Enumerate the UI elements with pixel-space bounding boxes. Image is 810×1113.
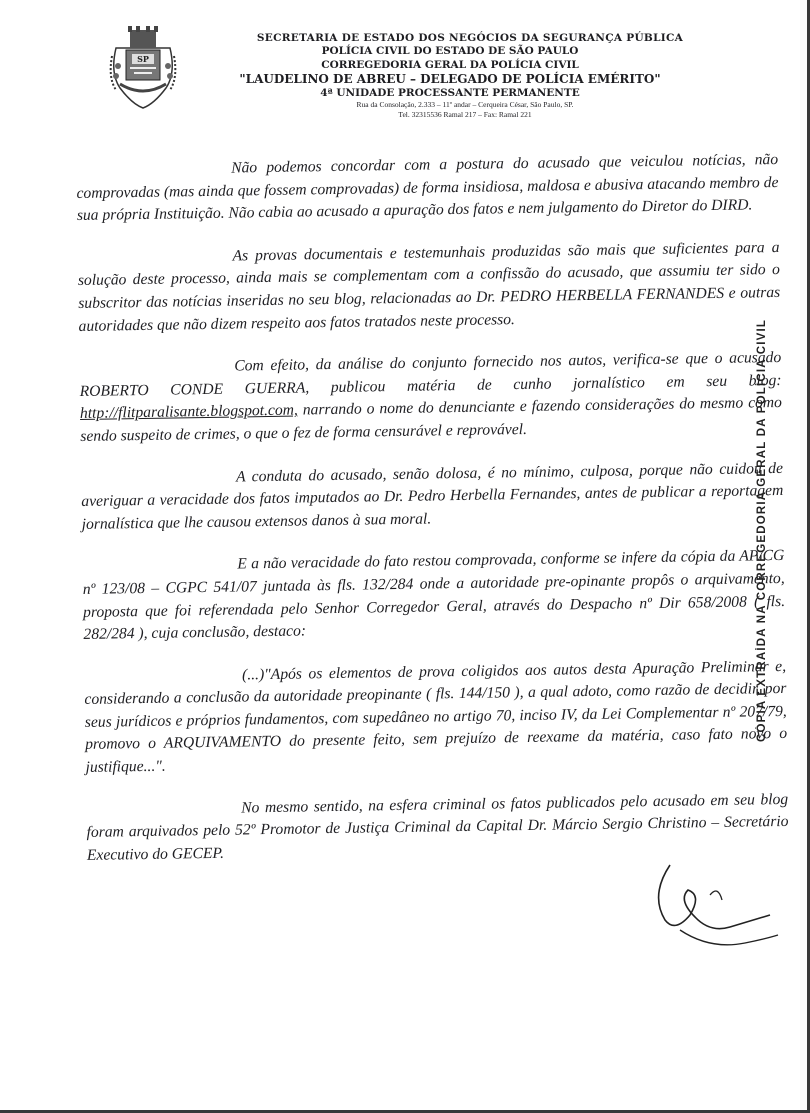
handwritten-signature <box>640 855 780 955</box>
header-corregedoria: CORREGEDORIA GERAL DA POLÍCIA CIVIL <box>321 59 579 71</box>
paragraph-3-text-a: Com efeito, da análise do conjunto fornecido nos autos, verifica-se que o acusado ROBERTO CONDE GUERRA, publicou matéria de cunho jornalístico em seu blog: <box>79 349 782 400</box>
paragraph-1: Não podemos concordar com a postura do acusado que veiculou notícias, não comprovadas (mas ainda que fossem comprovadas) de forma insidiosa, maldosa e abusiva atacando membro de sua própria Instituição. Não cabia ao acusado a apuração dos fatos e nem julgamento do Diretor do DIRD. <box>76 150 779 225</box>
quoted-decision: (...)"Após os elementos de prova coligidos aos autos desta Apuração Preliminar e, considerando a conclusão da autoridade preopinante ( fls. 144/150 ), a qual adoto, como razão de decidir, por seus jurídicos e próprios fundamentos, com supedâneo no artigo 70, inciso IV, da Lei Complementar nº 207/79, promovo o ARQUIVAMENTO do presente feito, sem prejuízo de reexame da matéria, caso fato novo o justifique...". <box>84 657 788 776</box>
header-policia-civil: POLÍCIA CIVIL DO ESTADO DE SÃO PAULO <box>321 45 579 57</box>
header-secretaria: SECRETARIA DE ESTADO DOS NEGÓCIOS DA SEGURANÇA PÚBLICA <box>256 32 684 44</box>
header-address: Rua da Consolação, 2.333 – 11º andar – Cerqueira César, São Paulo, SP. <box>356 100 574 109</box>
header-unidade: 4ª UNIDADE PROCESSANTE PERMANENTE <box>320 87 580 99</box>
copy-certification-stamp: CÓPIA EXTRAÍDA NA CORREGEDORIA GERAL DA POLÍCIA CIVIL <box>756 318 768 742</box>
paragraph-4: A conduta do acusado, senão dolosa, é no mínimo, culposa, porque não cuidou de averiguar a veracidade dos fatos imputados ao Dr. Pedro Herbella Fernandes, antes de publicar a reportagem jornalística que lhe causou extensos danos à sua moral. <box>81 459 784 533</box>
header-phone: Tel. 32315536 Ramal 217 – Fax: Ramal 221 <box>398 110 532 119</box>
paragraph-5: E a não veracidade do fato restou comprovada, conforme se infere da cópia da AP/CG nº 123/08 – CGPC 541/07 juntada às fls. 132/284 onde a autoridade pre-opinante propôs o arquivamento, proposta que foi referendada pelo Senhor Corregedor Geral, através do Despacho nº Dir 658/2008 ( fls. 282/284 ), cuja conclusão, destaco: <box>82 547 786 644</box>
document-body <box>76 149 789 887</box>
paragraph-6: No mesmo sentido, na esfera criminal os fatos publicados pelo acusado em seu blog foram arquivados pelo 52º Promotor de Justiça Criminal da Capital Dr. Márcio Sergio Christino – Secretário Executivo do GECEP. <box>86 790 789 864</box>
svg-text:SP: SP <box>137 54 149 64</box>
blog-link[interactable]: http://flitparalisante.blogspot.com, <box>79 401 298 423</box>
paragraph-3 <box>79 347 782 448</box>
paragraph-2: As provas documentais e testemunhais produzidas são mais que suficientes para a solução deste processo, ainda mais se complementam com a confissão do acusado, que assumiu ter sido o subscritor das notícias inseridas no seu blog, relacionadas ao Dr. PEDRO HERBELLA FERNANDES e outras autoridades que não dizem respeito aos fatos tratados neste processo. <box>77 238 781 335</box>
paragraph-3-text-b: narrando o nome do denunciante e fazendo considerações do mesmo como sendo suspeito de crimes, o que o fez de forma censurável e reprovável. <box>80 394 783 445</box>
header-laudelino: "LAUDELINO DE ABREU – DELEGADO DE POLÍCIA EMÉRITO" <box>239 72 661 86</box>
letterhead <box>150 32 750 120</box>
